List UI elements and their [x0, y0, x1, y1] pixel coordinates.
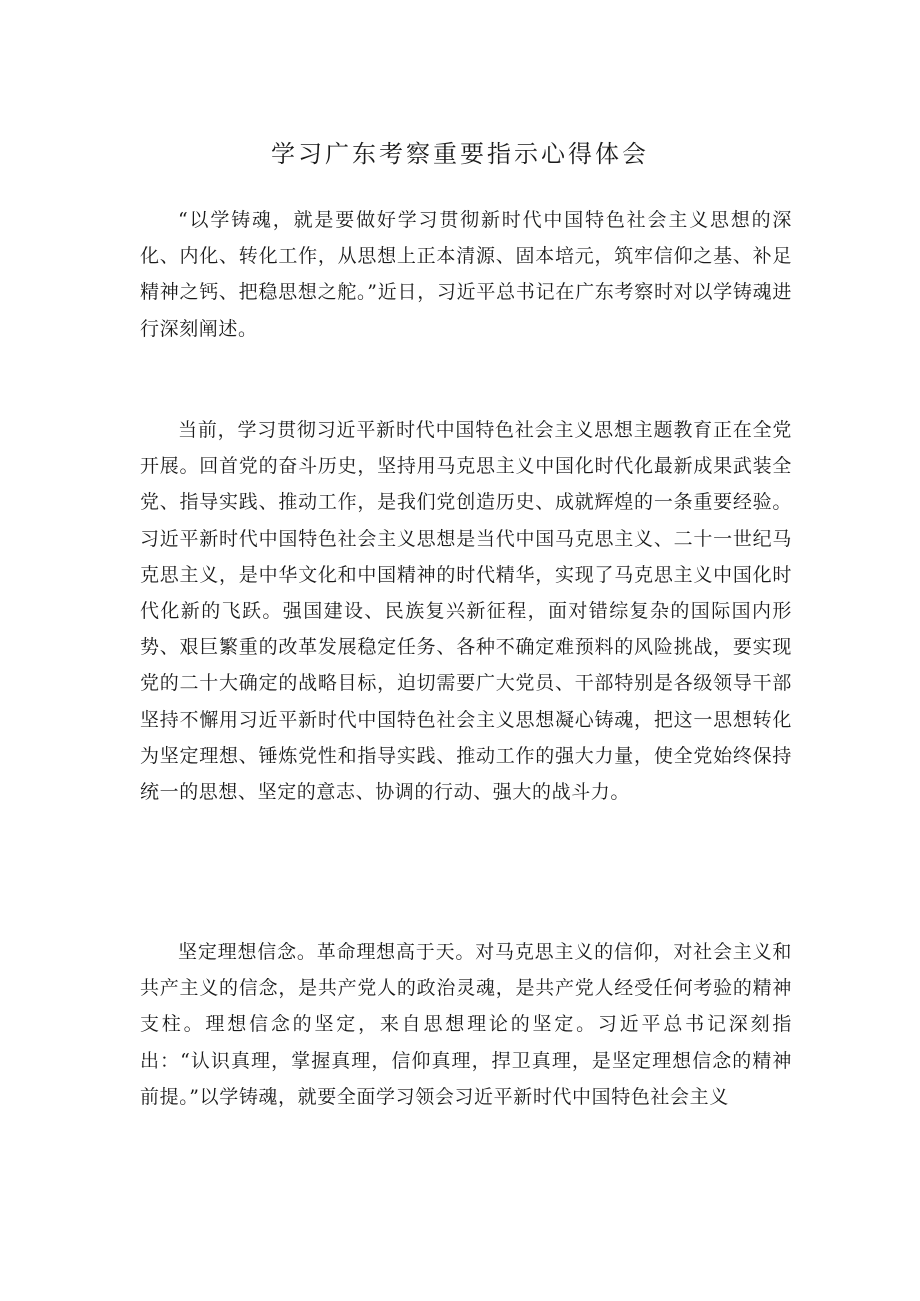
paragraph-3: 坚定理想信念。革命理想高于天。对马克思主义的信仰，对社会主义和共产主义的信念，是共产党人的政治灵魂，是共产党人经受任何考验的精神支柱。理想信念的坚定，来自思想理论的坚定。习近平总书记深刻指出：“认识真理，掌握真理，信仰真理，捍卫真理，是坚定理想信念的精神前提。”以学铸魂，就要全面学习领会习近平新时代中国特色社会主义: [140, 941, 792, 1108]
document-title: 学习广东考察重要指示心得体会: [271, 140, 649, 168]
paragraph-1: “以学铸魂，就是要做好学习贯彻新时代中国特色社会主义思想的深化、内化、转化工作，从思想上正本清源、固本培元，筑牢信仰之基、补足精神之钙、把稳思想之舵。”近日，习近平总书记在广东考察时对以学铸魂进行深刻阐述。: [140, 209, 792, 340]
paragraph-2: 当前，学习贯彻习近平新时代中国特色社会主义思想主题教育正在全党开展。回首党的奋斗历史，坚持用马克思主义中国化时代化最新成果武装全党、指导实践、推动工作，是我们党创造历史、成就辉煌的一条重要经验。习近平新时代中国特色社会主义思想是当代中国马克思主义、二十一世纪马克思主义，是中华文化和中国精神的时代精华，实现了马克思主义中国化时代化新的飞跃。强国建设、民族复兴新征程，面对错综复杂的国际国内形势、艰巨繁重的改革发展稳定任务、各种不确定难预料的风险挑战，要实现党的二十大确定的战略目标，迫切需要广大党员、干部特别是各级领导干部坚持不懈用习近平新时代中国特色社会主义思想凝心铸魂，把这一思想转化为坚定理想、锤炼党性和指导实践、推动工作的强大力量，使全党始终保持统一的思想、坚定的意志、协调的行动、强大的战斗力。: [140, 419, 792, 804]
